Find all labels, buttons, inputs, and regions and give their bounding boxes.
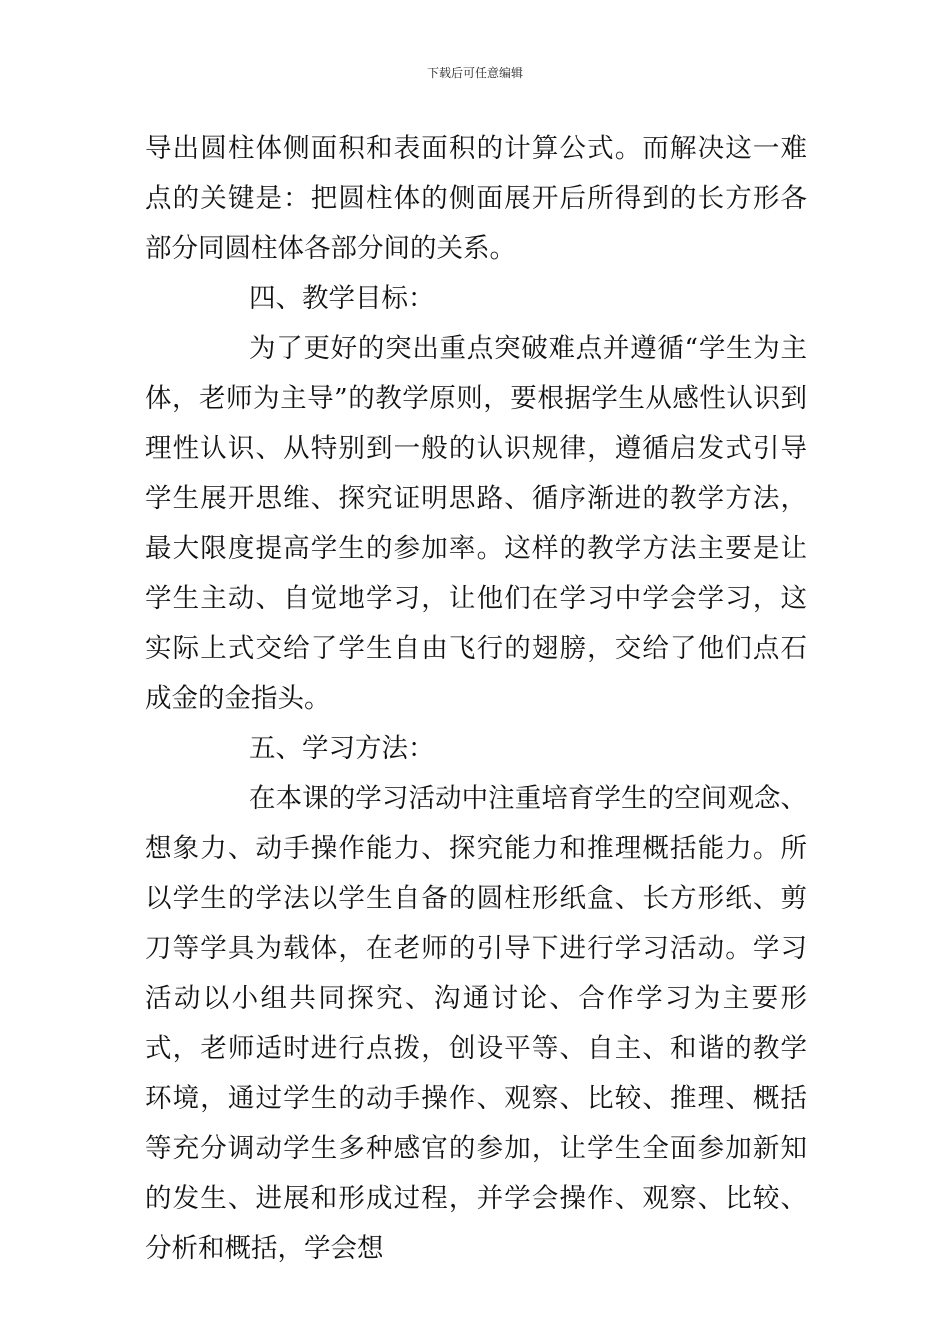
section-heading-learning-methods: 五、学习方法：: [249, 733, 435, 764]
document-body: [145, 124, 807, 1274]
paragraph-learning-methods: 在本课的学习活动中注重培育学生的空间观念、想象力、动手操作能力、探究能力和推理概括能力。所以学生的学法以学生自备的圆柱形纸盒、长方形纸、剪刀等学具为载体，在老师的引导下进行学习活动。学习活动以小组共同探究、沟通讨论、合作学习为主要形式，老师适时进行点拨，创设平等、自主、和谐的教学环境，通过学生的动手操作、观察、比较、推理、概括等充分调动学生多种感官的参加，让学生全面参加新知的发生、进展和形成过程，并学会操作、观察、比较、分析和概括，学会想: [145, 783, 807, 1264]
section-heading-teaching-goals: 四、教学目标：: [249, 283, 435, 314]
paragraph-continuation: 导出圆柱体侧面积和表面积的计算公式。而解决这一难点的关键是：把圆柱体的侧面展开后所得到的长方形各部分同圆柱体各部分间的关系。: [145, 133, 807, 264]
paragraph-teaching-goals: 为了更好的突出重点突破难点并遵循“学生为主体，老师为主导”的教学原则，要根据学生从感性认识到理性认识、从特别到一般的认识规律，遵循启发式引导学生展开思维、探究证明思路、循序渐进的教学方法，最大限度提高学生的参加率。这样的教学方法主要是让学生主动、自觉地学习，让他们在学习中学会学习，这实际上式交给了学生自由飞行的翅膀，交给了他们点石成金的金指头。: [145, 333, 807, 714]
page-header: 下载后可任意编辑: [426, 66, 523, 80]
